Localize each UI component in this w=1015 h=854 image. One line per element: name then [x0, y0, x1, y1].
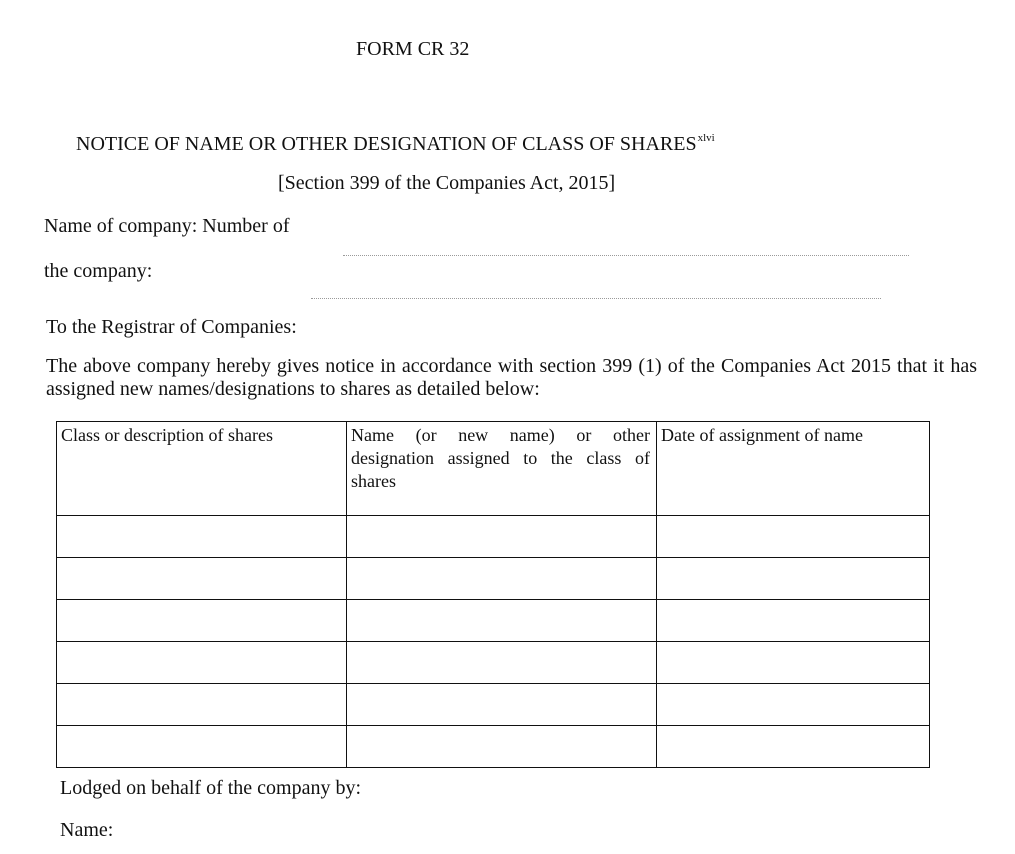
cell-class-description[interactable]	[57, 558, 347, 600]
section-reference: [Section 399 of the Companies Act, 2015]	[278, 172, 616, 194]
table-header-row	[57, 422, 930, 516]
cell-new-name[interactable]	[347, 558, 657, 600]
company-number-label: the company:	[44, 260, 153, 282]
cell-assignment-date[interactable]	[657, 516, 930, 558]
header-assignment-date: Date of assignment of name	[657, 422, 930, 516]
form-code: FORM CR 32	[356, 38, 470, 60]
cell-new-name[interactable]	[347, 726, 657, 768]
cell-class-description[interactable]	[57, 642, 347, 684]
cell-new-name[interactable]	[347, 684, 657, 726]
table-row	[57, 684, 930, 726]
addressee-line: To the Registrar of Companies:	[46, 316, 297, 338]
cell-class-description[interactable]	[57, 684, 347, 726]
form-title	[76, 132, 715, 156]
title-footnote-marker[interactable]: xlvi	[697, 132, 715, 144]
company-name-field[interactable]	[343, 255, 909, 256]
cell-new-name[interactable]	[347, 516, 657, 558]
table-row	[57, 558, 930, 600]
cell-assignment-date[interactable]	[657, 642, 930, 684]
table-row	[57, 516, 930, 558]
shares-table	[56, 421, 930, 768]
header-new-name: Name (or new name) or other designation assigned to the class of shares	[347, 422, 657, 516]
company-number-field[interactable]	[311, 298, 881, 299]
cell-assignment-date[interactable]	[657, 558, 930, 600]
lodged-by-label: Lodged on behalf of the company by:	[60, 777, 362, 799]
lodger-name-label: Name:	[60, 819, 114, 841]
cell-assignment-date[interactable]	[657, 600, 930, 642]
table-body	[57, 516, 930, 768]
cell-class-description[interactable]	[57, 516, 347, 558]
table-row	[57, 642, 930, 684]
header-class-description: Class or description of shares	[57, 422, 347, 516]
cell-assignment-date[interactable]	[657, 726, 930, 768]
form-title-text: NOTICE OF NAME OR OTHER DESIGNATION OF CLASS OF SHARES	[76, 133, 697, 155]
cell-class-description[interactable]	[57, 726, 347, 768]
notice-paragraph: The above company hereby gives notice in accordance with section 399 (1) of the Companies Act 2015 that it has assigned new names/designations to shares as detailed below:	[46, 355, 977, 400]
cell-class-description[interactable]	[57, 600, 347, 642]
cell-new-name[interactable]	[347, 642, 657, 684]
table-row	[57, 600, 930, 642]
cell-assignment-date[interactable]	[657, 684, 930, 726]
table-row	[57, 726, 930, 768]
cell-new-name[interactable]	[347, 600, 657, 642]
company-name-label: Name of company: Number of	[44, 215, 290, 237]
